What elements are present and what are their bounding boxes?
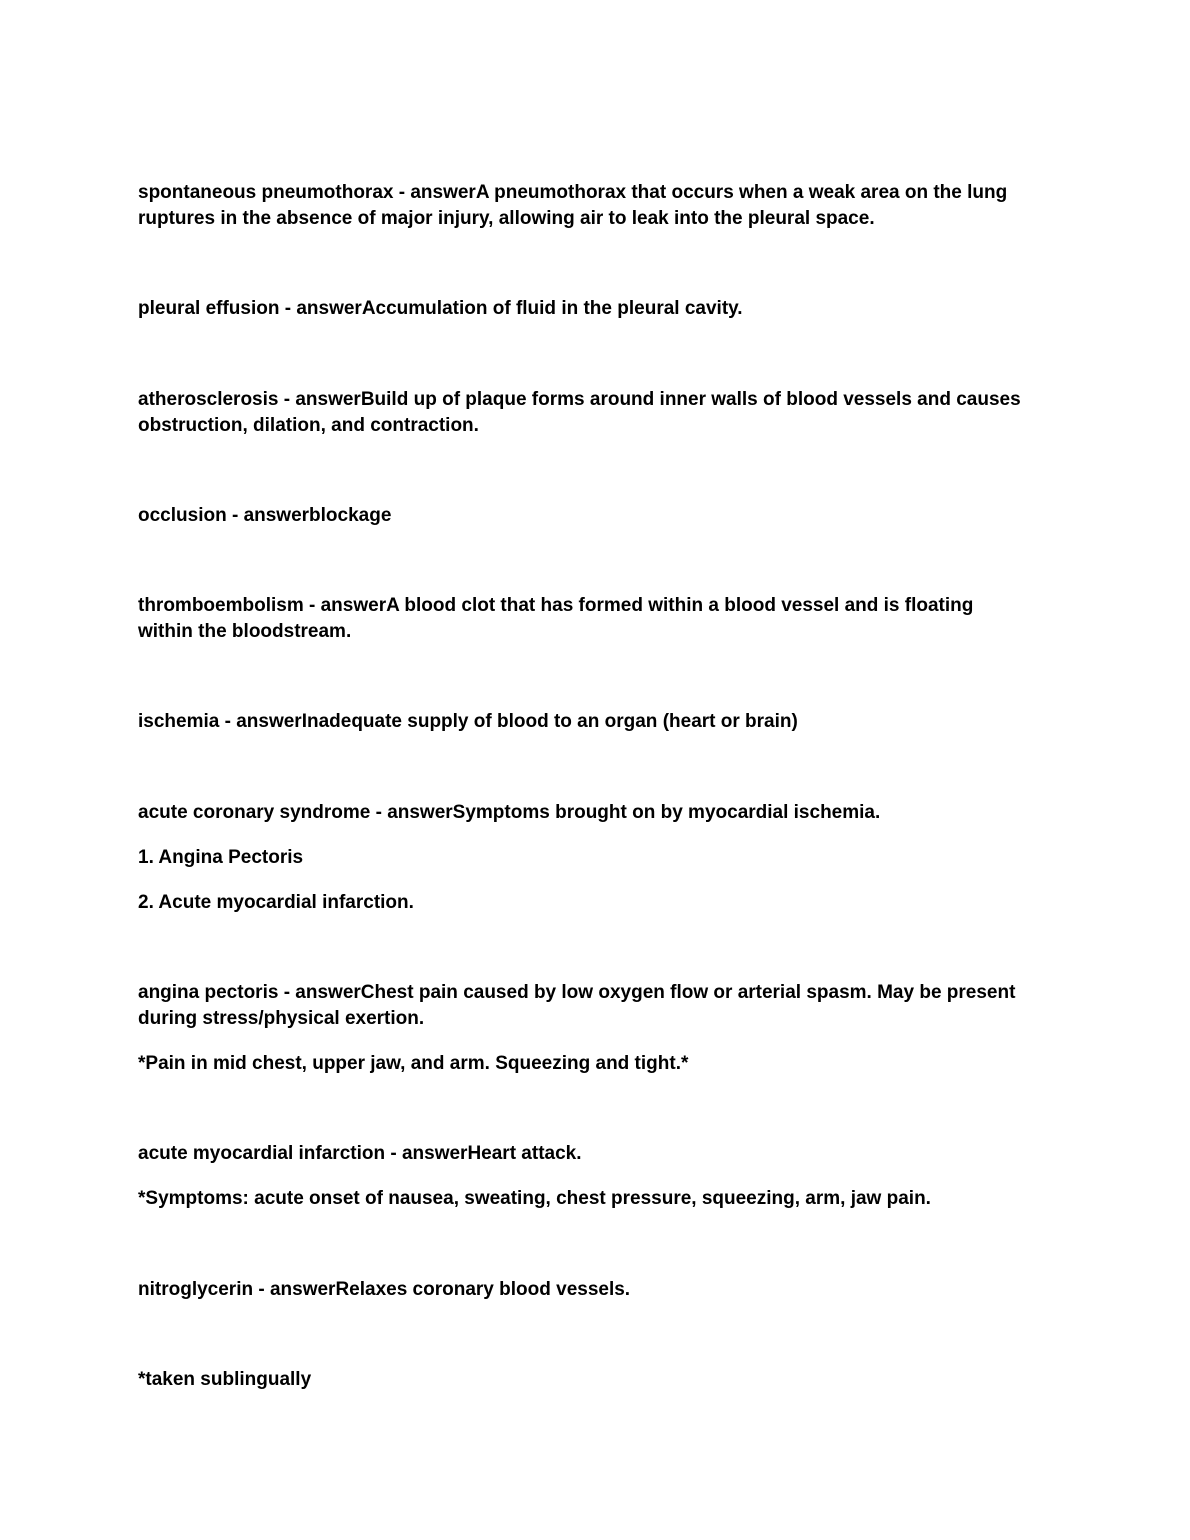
paragraph-line: ruptures in the absence of major injury, allowing air to leak into the pleural space. [138, 208, 875, 229]
paragraph-line: during stress/physical exertion. [138, 1008, 425, 1029]
paragraph-line: pleural effusion - answerAccumulation of fluid in the pleural cavity. [138, 298, 743, 319]
paragraph-line: thromboembolism - answerA blood clot that has formed within a blood vessel and is floating [138, 595, 974, 616]
paragraph-line: *taken sublingually [138, 1369, 312, 1390]
paragraph-sublingual-note [138, 1367, 1058, 1393]
paragraph-acute-myocardial-infarction [138, 1141, 1058, 1167]
paragraph-line: acute coronary syndrome - answerSymptoms brought on by myocardial ischemia. [138, 802, 881, 823]
paragraph-pleural-effusion [138, 296, 1058, 322]
paragraph-occlusion [138, 503, 1058, 529]
paragraph-line: *Symptoms: acute onset of nausea, sweating, chest pressure, squeezing, arm, jaw pain. [138, 1188, 931, 1209]
paragraph-symptoms-note [138, 1186, 1058, 1212]
paragraph-thromboembolism [138, 593, 1058, 645]
paragraph-line: acute myocardial infarction - answerHeart attack. [138, 1143, 582, 1164]
paragraph-angina-note [138, 1051, 1058, 1077]
paragraph-line: within the bloodstream. [138, 621, 352, 642]
paragraph-line: 2. Acute myocardial infarction. [138, 892, 414, 913]
paragraph-line: ischemia - answerInadequate supply of blood to an organ (heart or brain) [138, 711, 798, 732]
paragraph-nitroglycerin [138, 1277, 1058, 1303]
paragraph-ischemia [138, 709, 1058, 735]
list-item-acute-myocardial-infarction [138, 890, 1058, 916]
paragraph-acute-coronary-syndrome [138, 800, 1058, 826]
paragraph-spontaneous-pneumothorax [138, 180, 1058, 232]
paragraph-line: *Pain in mid chest, upper jaw, and arm. Squeezing and tight.* [138, 1053, 689, 1074]
paragraph-angina-pectoris [138, 980, 1058, 1032]
paragraph-line: occlusion - answerblockage [138, 505, 392, 526]
paragraph-line: 1. Angina Pectoris [138, 847, 304, 868]
paragraph-line: angina pectoris - answerChest pain caused by low oxygen flow or arterial spasm. May be present [138, 982, 1016, 1003]
paragraph-line: atherosclerosis - answerBuild up of plaque forms around inner walls of blood vessels and causes [138, 389, 1021, 410]
paragraph-line: spontaneous pneumothorax - answerA pneumothorax that occurs when a weak area on the lung [138, 182, 1008, 203]
paragraph-atherosclerosis [138, 387, 1058, 439]
paragraph-line: obstruction, dilation, and contraction. [138, 415, 479, 436]
list-item-angina-pectoris [138, 845, 1058, 871]
paragraph-line: nitroglycerin - answerRelaxes coronary blood vessels. [138, 1279, 631, 1300]
